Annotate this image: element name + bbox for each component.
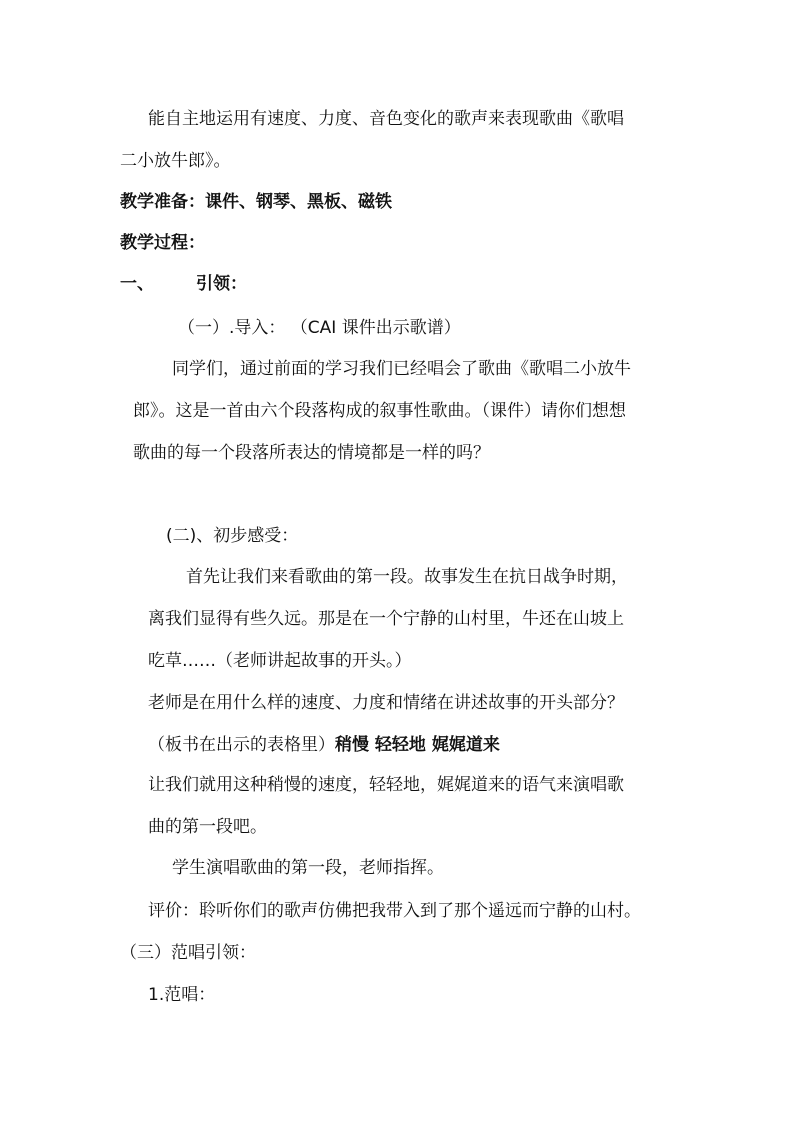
teaching-process-heading: 教学过程： [120,233,205,253]
paragraph-line: 离我们显得有些久远。那是在一个宁静的山村里，牛还在山坡上 [148,609,624,629]
section-title: 引领： [196,274,247,294]
paragraph-line: 同学们，通过前面的学习我们已经唱会了歌曲《歌唱二小放牛 [172,359,631,379]
blackboard-note [148,734,500,756]
blackboard-note-keywords: 稍慢 轻轻地 娓娓道来 [335,735,500,755]
paragraph-line: 郎》。这是一首由六个段落构成的叙事性歌曲。（课件）请你们想想 [133,401,626,421]
paragraph-line: 能自主地运用有速度、力度、音色变化的歌声来表现歌曲《歌唱 [148,109,624,129]
teacher-question: 老师是在用什么样的速度、力度和情绪在讲述故事的开头部分？ [148,693,624,713]
paragraph-line: 二小放牛郎》。 [120,151,231,171]
teaching-preparation: 教学准备：课件、钢琴、黑板、磁铁 [120,192,392,212]
evaluation-line: 评价：聆听你们的歌声仿佛把我带入到了那个遥远而宁静的山村。 [148,901,641,921]
paragraph-line: 让我们就用这种稍慢的速度，轻轻地，娓娓道来的语气来演唱歌 [148,775,624,795]
subheading-first-impression: (二)、初步感受： [166,526,299,546]
paragraph-line: 学生演唱歌曲的第一段，老师指挥。 [172,858,444,878]
paragraph-line: 歌曲的每一个段落所表达的情境都是一样的吗？ [133,443,490,463]
subheading-intro: （一）.导入： （CAI 课件出示歌谱） [178,318,461,338]
paragraph-line: 曲的第一段吧。 [148,817,267,837]
subheading-demo-singing: （三）范唱引领： [120,943,256,963]
paragraph-line: 吃草……（老师讲起故事的开头。） [148,651,412,671]
section-number: 一、 [120,274,154,294]
blackboard-note-prefix: （板书在出示的表格里） [148,735,335,755]
list-item: 1.范唱： [148,985,216,1005]
paragraph-line: 首先让我们来看歌曲的第一段。故事发生在抗日战争时期， [186,567,628,587]
